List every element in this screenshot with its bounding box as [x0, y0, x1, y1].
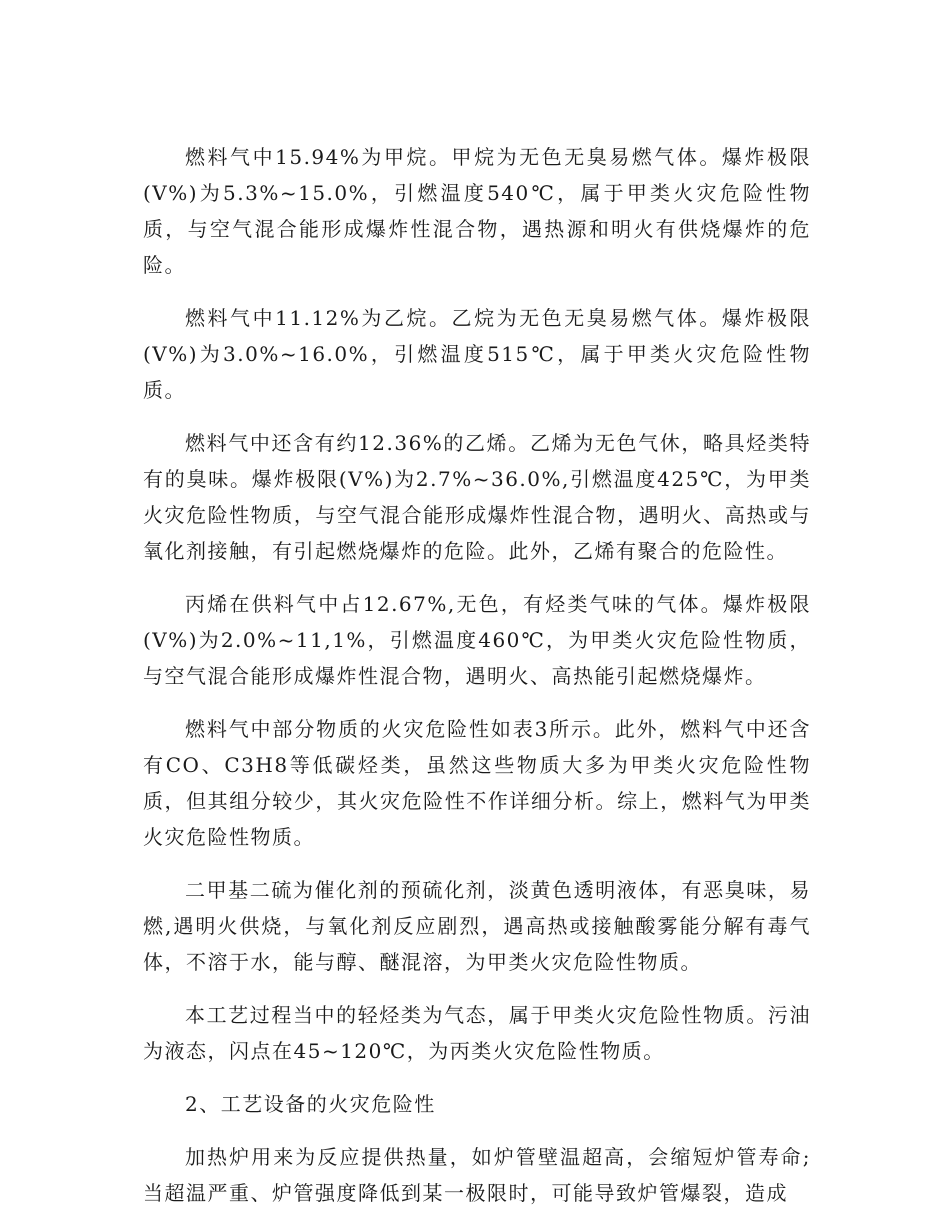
paragraph-ethane: 燃料气中11.12%为乙烷。乙烷为无色无臭易燃气体。爆炸极限(V%)为3.0%~16.0%，引燃温度515℃，属于甲类火灾危险性物质。: [143, 306, 811, 402]
paragraph-dmds: 二甲基二硫为催化剂的预硫化剂，淡黄色透明液体，有恶臭味，易燃,遇明火供烧，与氧化剂反应剧烈，遇高热或接触酸雾能分解有毒气体，不溶于水，能与醇、醚混溶，为甲类火灾危险性物质。: [143, 878, 811, 974]
paragraph-methane: 燃料气中15.94%为甲烷。甲烷为无色无臭易燃气体。爆炸极限(V%)为5.3%~15.0%，引燃温度540℃，属于甲类火灾危险性物质，与空气混合能形成爆炸性混合物，遇热源和明火有供烧爆炸的危险。: [143, 145, 811, 277]
paragraph-propylene: 丙烯在供料气中占12.67%,无色，有烃类气味的气体。爆炸极限(V%)为2.0%~11,1%，引燃温度460℃，为甲类火灾危险性物质，与空气混合能形成爆炸性混合物，遇明火、高热能引起燃烧爆炸。: [143, 592, 811, 688]
paragraph-light-hydrocarbons: 本工艺过程当中的轻烃类为气态，属于甲类火灾危险性物质。污油为液态，闪点在45~120℃，为丙类火灾危险性物质。: [143, 1003, 811, 1063]
section-heading-equipment-fire-hazard: 2、工艺设备的火灾危险性: [185, 1092, 436, 1116]
paragraph-fuel-gas-summary: 燃料气中部分物质的火灾危险性如表3所示。此外，燃料气中还含有CO、C3H8等低碳烃类，虽然这些物质大多为甲类火灾危险性物质，但其组分较少，其火灾危险性不作详细分析。综上，燃料气为甲类火灾危险性物质。: [143, 717, 811, 849]
document-body: [143, 139, 811, 1228]
paragraph-heating-furnace: 加热炉用来为反应提供热量，如炉管壁温超高，会缩短炉管寿命;当超温严重、炉管强度降低到某一极限时，可能导致炉管爆裂，造成: [143, 1145, 811, 1205]
paragraph-ethylene: 燃料气中还含有约12.36%的乙烯。乙烯为无色气休，略具烃类特有的臭味。爆炸极限(V%)为2.7%~36.0%,引燃温度425℃，为甲类火灾危险性物质，与空气混合能形成爆炸性混合物，遇明火、高热或与氧化剂接触，有引起燃烧爆炸的危险。此外，乙烯有聚合的危险性。: [143, 431, 811, 563]
